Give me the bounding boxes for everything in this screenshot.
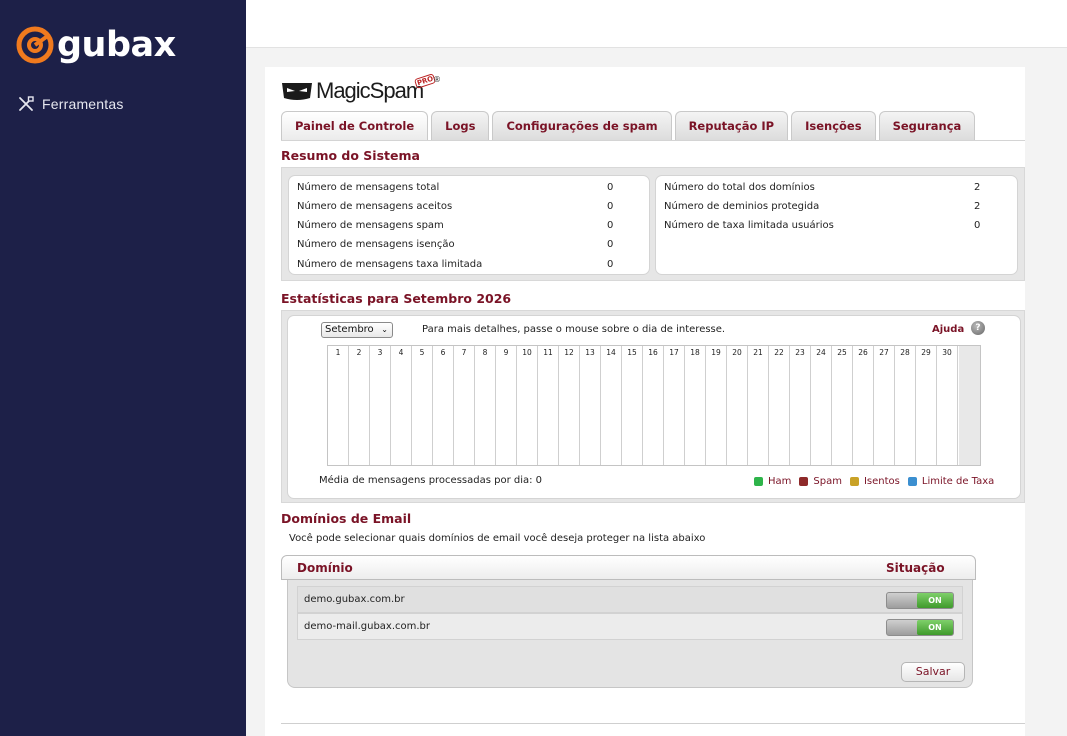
legend-label: Spam <box>813 476 842 487</box>
calendar-day-number: 15 <box>627 348 637 357</box>
calendar-day[interactable] <box>349 346 370 465</box>
gubax-logo-icon <box>16 26 54 64</box>
summary-label: Número de mensagens total <box>297 182 440 193</box>
calendar-day-number: 19 <box>711 348 721 357</box>
sidebar-item-label: Ferramentas <box>42 96 124 112</box>
month-select[interactable] <box>321 322 393 338</box>
summary-row <box>297 259 643 273</box>
domain-table-body <box>287 580 973 688</box>
summary-label: Número do total dos domínios <box>664 182 815 193</box>
calendar-day[interactable] <box>538 346 559 465</box>
toggle-on-label: ON <box>917 593 953 608</box>
toggle-on-label: ON <box>917 620 953 635</box>
summary-row <box>664 201 1010 215</box>
calendar-day[interactable] <box>370 346 391 465</box>
calendar-day[interactable] <box>391 346 412 465</box>
legend-swatch <box>850 477 859 486</box>
summary-label: Número de deminios protegida <box>664 201 820 212</box>
calendar-day[interactable] <box>853 346 874 465</box>
calendar-day-number: 3 <box>377 348 383 357</box>
pro-badge: PRO <box>414 73 437 89</box>
main-panel <box>265 67 1025 736</box>
calendar-day[interactable] <box>790 346 811 465</box>
tab-reputacao-ip[interactable]: Reputação IP <box>675 111 789 140</box>
tab-bar <box>281 111 978 140</box>
calendar-day[interactable] <box>328 346 349 465</box>
dominios-title: Domínios de Email <box>281 511 412 526</box>
calendar-day[interactable] <box>622 346 643 465</box>
summary-label: Número de mensagens taxa limitada <box>297 259 483 270</box>
calendar-day[interactable] <box>496 346 517 465</box>
summary-value: 0 <box>607 201 614 212</box>
calendar-day-number: 21 <box>753 348 763 357</box>
summary-value: 0 <box>974 220 981 231</box>
summary-row <box>297 239 643 253</box>
calendar-day[interactable] <box>769 346 790 465</box>
legend-label: Limite de Taxa <box>921 476 995 487</box>
calendar-day[interactable] <box>580 346 601 465</box>
calendar-day-number: 27 <box>879 348 889 357</box>
legend-item-isentos <box>850 476 900 487</box>
calendar-day-number: 30 <box>942 348 952 357</box>
summary-value: 0 <box>607 220 614 231</box>
summary-value: 2 <box>974 201 981 212</box>
calendar-day-number: 16 <box>648 348 658 357</box>
calendar-day-number: 25 <box>837 348 847 357</box>
summary-row <box>664 182 1010 196</box>
legend-swatch <box>908 477 917 486</box>
calendar-day-number: 1 <box>335 348 341 357</box>
summary-card-messages <box>288 175 650 275</box>
calendar-day[interactable] <box>748 346 769 465</box>
calendar-day-number: 13 <box>585 348 595 357</box>
calendar-day[interactable] <box>559 346 580 465</box>
summary-row <box>664 220 1010 234</box>
sidebar-item-ferramentas[interactable] <box>18 93 228 115</box>
summary-value: 0 <box>607 259 614 270</box>
summary-label: Número de mensagens isenção <box>297 239 455 250</box>
calendar-day-number: 5 <box>419 348 425 357</box>
column-header-status: Situação <box>886 561 945 575</box>
calendar-day[interactable] <box>811 346 832 465</box>
summary-value: 0 <box>607 182 614 193</box>
bottom-divider <box>281 723 1025 724</box>
gubax-logo[interactable] <box>16 25 176 65</box>
resumo-box <box>281 167 1025 281</box>
calendar-day-number: 26 <box>858 348 868 357</box>
calendar-day[interactable] <box>832 346 853 465</box>
protection-toggle[interactable] <box>886 592 954 609</box>
summary-label: Número de mensagens aceitos <box>297 201 453 212</box>
calendar-day[interactable] <box>916 346 937 465</box>
protection-toggle[interactable] <box>886 619 954 636</box>
month-select-value: Setembro <box>325 324 374 335</box>
calendar-day[interactable] <box>433 346 454 465</box>
tab-seguranca[interactable]: Segurança <box>879 111 976 140</box>
summary-card-domains <box>655 175 1018 275</box>
calendar-day[interactable] <box>601 346 622 465</box>
calendar-day-number: 14 <box>606 348 616 357</box>
calendar-day[interactable] <box>727 346 748 465</box>
calendar-day[interactable] <box>937 346 958 465</box>
calendar-day[interactable] <box>454 346 475 465</box>
table-row <box>297 613 963 640</box>
calendar-day[interactable] <box>895 346 916 465</box>
hint-text: Para mais detalhes, passe o mouse sobre o dia de interesse. <box>422 324 726 335</box>
summary-value: 2 <box>974 182 981 193</box>
legend-swatch <box>754 477 763 486</box>
calendar-day-number: 24 <box>816 348 826 357</box>
top-bar <box>246 0 1067 48</box>
legend-label: Ham <box>768 476 792 487</box>
average-text: Média de mensagens processadas por dia: 0 <box>319 475 543 486</box>
magicspam-brand: MagicSpam <box>316 78 424 103</box>
calendar-day-number: 22 <box>774 348 784 357</box>
calendar-empty-cell <box>959 346 980 465</box>
legend-label: Isentos <box>863 476 900 487</box>
calendar-day-number: 28 <box>900 348 910 357</box>
calendar-day-number: 2 <box>356 348 362 357</box>
tools-icon <box>18 96 34 112</box>
legend-swatch <box>799 477 808 486</box>
logo-text: gubax <box>57 25 176 65</box>
save-button[interactable]: Salvar <box>901 662 965 682</box>
domain-name: demo.gubax.com.br <box>304 594 405 605</box>
calendar-day[interactable] <box>706 346 727 465</box>
tab-logs[interactable]: Logs <box>431 111 489 140</box>
legend-item-limite <box>908 476 994 487</box>
magicspam-logo <box>281 74 441 104</box>
legend-item-ham <box>754 476 791 487</box>
stats-card <box>287 315 1021 499</box>
column-header-domain: Domínio <box>297 561 353 575</box>
calendar-day[interactable] <box>874 346 895 465</box>
help-link[interactable]: Ajuda <box>932 324 965 335</box>
calendar-day-number: 18 <box>690 348 700 357</box>
chevron-down-icon: ⌄ <box>381 325 388 334</box>
calendar-day-number: 8 <box>482 348 488 357</box>
calendar-day-number: 7 <box>461 348 467 357</box>
legend-item-spam <box>799 476 842 487</box>
tab-divider <box>281 140 1025 141</box>
tab-isencoes[interactable]: Isenções <box>791 111 875 140</box>
calendar-day-number: 9 <box>503 348 509 357</box>
calendar-day[interactable] <box>664 346 685 465</box>
summary-value: 0 <box>607 239 614 250</box>
calendar-day-number: 4 <box>398 348 404 357</box>
calendar-day[interactable] <box>475 346 496 465</box>
stats-box <box>281 310 1025 503</box>
calendar-day-number: 10 <box>522 348 532 357</box>
domain-name: demo-mail.gubax.com.br <box>304 621 431 632</box>
summary-label: Número de taxa limitada usuários <box>664 220 834 231</box>
resumo-title: Resumo do Sistema <box>281 148 420 163</box>
stats-title: Estatísticas para Setembro 2026 <box>281 291 512 306</box>
calendar-day-number: 17 <box>669 348 679 357</box>
calendar-day-number: 23 <box>795 348 805 357</box>
summary-row <box>297 220 643 234</box>
summary-label: Número de mensagens spam <box>297 220 444 231</box>
calendar-day-number: 11 <box>543 348 553 357</box>
calendar-day-number: 20 <box>732 348 742 357</box>
dominios-description: Você pode selecionar quais domínios de email você deseja proteger na lista abaixo <box>289 533 706 544</box>
domain-table-header <box>281 555 976 580</box>
calendar-day-number: 12 <box>564 348 574 357</box>
table-row <box>297 586 963 613</box>
summary-row <box>297 201 643 215</box>
help-icon[interactable]: ? <box>971 321 985 335</box>
calendar-day[interactable] <box>412 346 433 465</box>
day-calendar <box>327 345 981 466</box>
calendar-day[interactable] <box>517 346 538 465</box>
tab-painel-de-controle[interactable]: Painel de Controle <box>281 111 428 140</box>
registered-mark: ® <box>433 75 441 84</box>
sidebar <box>0 0 246 736</box>
legend <box>754 476 1002 487</box>
calendar-day[interactable] <box>685 346 706 465</box>
ninja-mask-icon <box>281 80 313 102</box>
calendar-day-number: 29 <box>921 348 931 357</box>
summary-row <box>297 182 643 196</box>
tab-configuracoes-de-spam[interactable]: Configurações de spam <box>492 111 671 140</box>
calendar-day[interactable] <box>643 346 664 465</box>
calendar-day-number: 6 <box>440 348 446 357</box>
